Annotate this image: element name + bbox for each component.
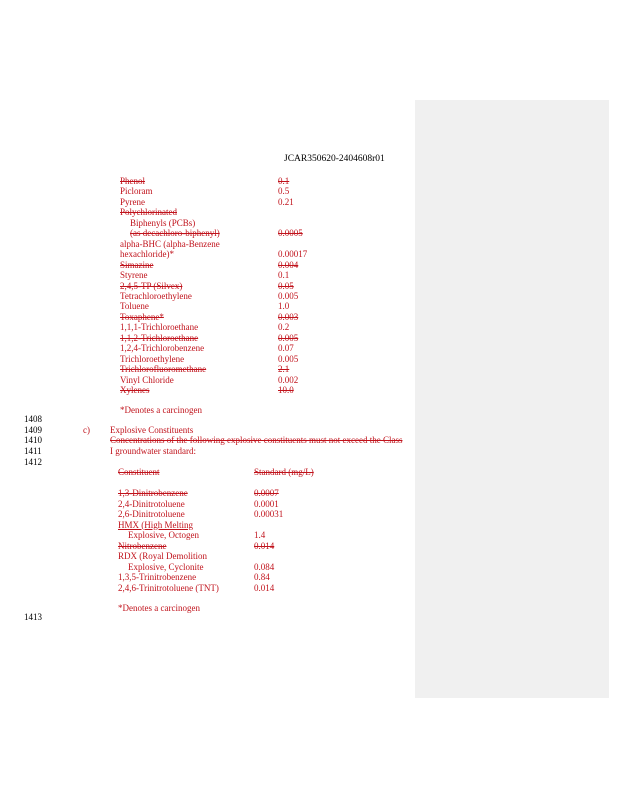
explosive-name: 2,6-Dinitrotoluene: [118, 509, 185, 519]
contaminant-name: Simazine: [120, 259, 154, 270]
explosive-name: HMX (High Melting: [118, 519, 193, 530]
explosive-name: Nitrobenzene: [118, 540, 167, 551]
line-number: 1410: [24, 435, 42, 445]
explosive-value: 0.014: [254, 540, 275, 551]
contaminant-name: 1,1,2-Trichloroethane: [120, 332, 199, 343]
contaminant-value: 10.0: [278, 385, 294, 395]
contaminant-name: Phenol: [120, 176, 146, 186]
contaminant-name: Polychlorinated: [120, 207, 177, 218]
table2-header-constituent: Constituent: [118, 467, 160, 477]
contaminant-name: Tetrachloroethylene: [120, 290, 192, 301]
contaminant-name: Vinyl Chloride: [120, 374, 174, 385]
explosive-value: 0.00031: [254, 509, 284, 519]
contaminant-value: 1.0: [278, 301, 290, 312]
contaminant-value: 0.5: [278, 186, 290, 197]
contaminant-name: Toxaphene*: [120, 311, 164, 322]
contaminant-value: 0.0005: [278, 228, 303, 239]
explosive-name: 1,3,5-Trinitrobenzene: [118, 572, 197, 582]
contaminant-value: 0.05: [278, 280, 294, 291]
contaminant-value: 0.005: [278, 290, 299, 301]
explosive-name: 2,4,6-Trinitrotoluene (TNT): [118, 582, 219, 593]
line-number: 1411: [24, 446, 42, 456]
contaminant-value: 0.005: [278, 353, 299, 364]
contaminant-value: 0.00017: [278, 249, 308, 260]
table2-footnote: *Denotes a carcinogen: [118, 603, 200, 613]
document-id: JCAR350620-2404608r01: [284, 154, 385, 164]
contaminant-value: 0.1: [278, 176, 290, 186]
contaminant-value: 0.003: [278, 311, 299, 322]
explosive-value: 0.014: [254, 582, 275, 593]
contaminant-name: Toluene: [120, 301, 149, 312]
table2-header-standard: Standard (mg/L): [254, 467, 314, 477]
section-text-line: Concentrations of the following explosive constituents must not exceed the Class: [110, 435, 403, 445]
contaminant-value: 0.21: [278, 196, 294, 207]
contaminant-name: Styrene: [120, 270, 148, 281]
line-number: 1413: [24, 612, 42, 622]
explosive-value: 0.84: [254, 572, 270, 582]
line-number: 1412: [24, 457, 42, 467]
contaminant-name: Picloram: [120, 186, 153, 197]
table1-footnote: *Denotes a carcinogen: [120, 405, 202, 415]
contaminant-name: 1,1,1-Trichloroethane: [120, 322, 199, 333]
contaminant-name: Trichloroethylene: [120, 353, 185, 364]
explosive-name: 1,3-Dinitrobenzene: [118, 488, 188, 498]
contaminant-name: (as decachloro-biphenyl): [130, 228, 220, 239]
contaminant-value: 0.004: [278, 259, 299, 270]
contaminant-name: Biphenyls (PCBs): [130, 217, 196, 228]
contaminant-name: hexachloride)*: [120, 249, 174, 260]
contaminant-name: 2,4,5-TP (Silvex): [120, 280, 183, 291]
line-number: 1408: [24, 414, 42, 424]
contaminant-name: alpha-BHC (alpha-Benzene: [120, 238, 220, 249]
contaminant-value: 0.07: [278, 343, 294, 354]
explosive-name: Explosive, Octogen: [128, 530, 199, 540]
explosive-name: Explosive, Cyclonite: [128, 561, 204, 572]
contaminant-name: Trichlorofluoromethane: [120, 364, 207, 375]
line-number: 1409: [24, 425, 42, 435]
contaminant-value: 0.2: [278, 322, 290, 333]
comment-margin-panel: [415, 100, 609, 698]
contaminant-name: 1,2,4-Trichlorobenzene: [120, 343, 205, 354]
contaminant-name: Pyrene: [120, 196, 145, 207]
section-marker: c): [83, 425, 90, 435]
explosive-value: 0.0007: [254, 488, 279, 498]
contaminant-value: 0.002: [278, 374, 299, 385]
explosive-value: 0.084: [254, 561, 275, 572]
explosive-value: 0.0001: [254, 498, 279, 509]
section-title: Explosive Constituents: [110, 425, 194, 435]
contaminant-name: Xylenes: [120, 385, 150, 395]
contaminant-value: 0.1: [278, 270, 290, 281]
contaminant-value: 2.1: [278, 364, 290, 375]
explosive-name: RDX (Royal Demolition: [118, 551, 207, 561]
explosive-name: 2,4-Dinitrotoluene: [118, 498, 185, 509]
explosive-value: 1.4: [254, 530, 266, 540]
contaminant-value: 0.005: [278, 332, 299, 343]
section-text-line: I groundwater standard:: [110, 446, 196, 456]
